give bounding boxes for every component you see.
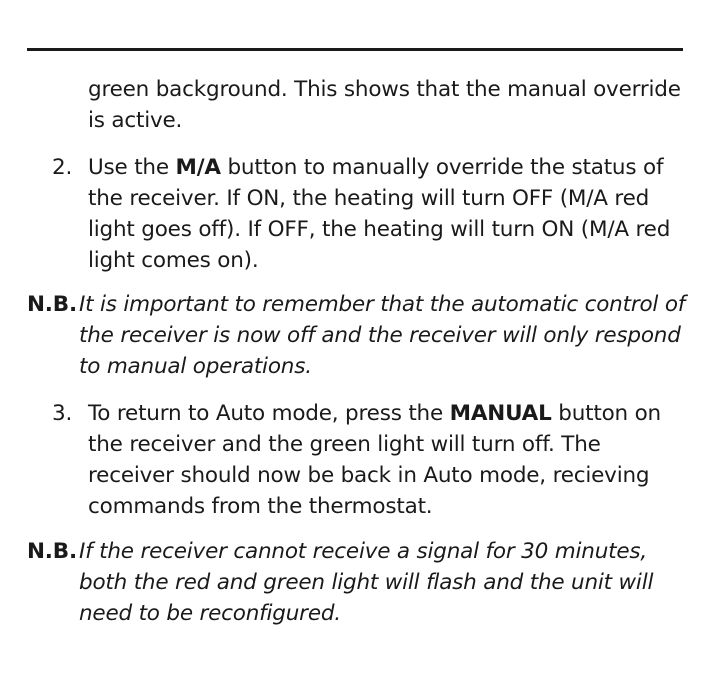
note-text: If the receiver cannot receive a signal for 30 minutes, both the red and green light will flash and the unit will need to be reconfigured. <box>79 539 654 626</box>
step-text-before: To return to Auto mode, press the <box>88 401 450 426</box>
note-text: It is important to remember that the automatic control of the receiver is now off and the receiver will only respond to manual operations. <box>79 292 686 379</box>
note-label: N.B. <box>27 539 77 564</box>
button-name-manual: MANUAL <box>449 401 552 426</box>
step-text-before: Use the <box>88 155 176 180</box>
step-number: 3. <box>52 401 73 426</box>
continuation-paragraph: green background. This shows that the manual override is active. <box>88 77 681 133</box>
step-text-after: button to manually override the status of the receiver. If ON, the heating will turn OFF (M/A red light goes off). If OFF, the heating will turn ON (M/A red light comes on). <box>88 155 671 273</box>
step-item-2 <box>52 152 688 276</box>
note-label: N.B. <box>27 292 77 317</box>
button-name-ma: M/A <box>175 155 221 180</box>
note-block-1 <box>27 289 692 382</box>
step-number: 2. <box>52 155 73 180</box>
step-item-3 <box>52 398 688 522</box>
top-divider-rule <box>27 48 683 51</box>
step-text-after: button on the receiver and the green light will turn off. The receiver should now be back in Auto mode, recieving commands from the thermostat. <box>88 401 661 519</box>
note-block-2 <box>27 536 692 629</box>
